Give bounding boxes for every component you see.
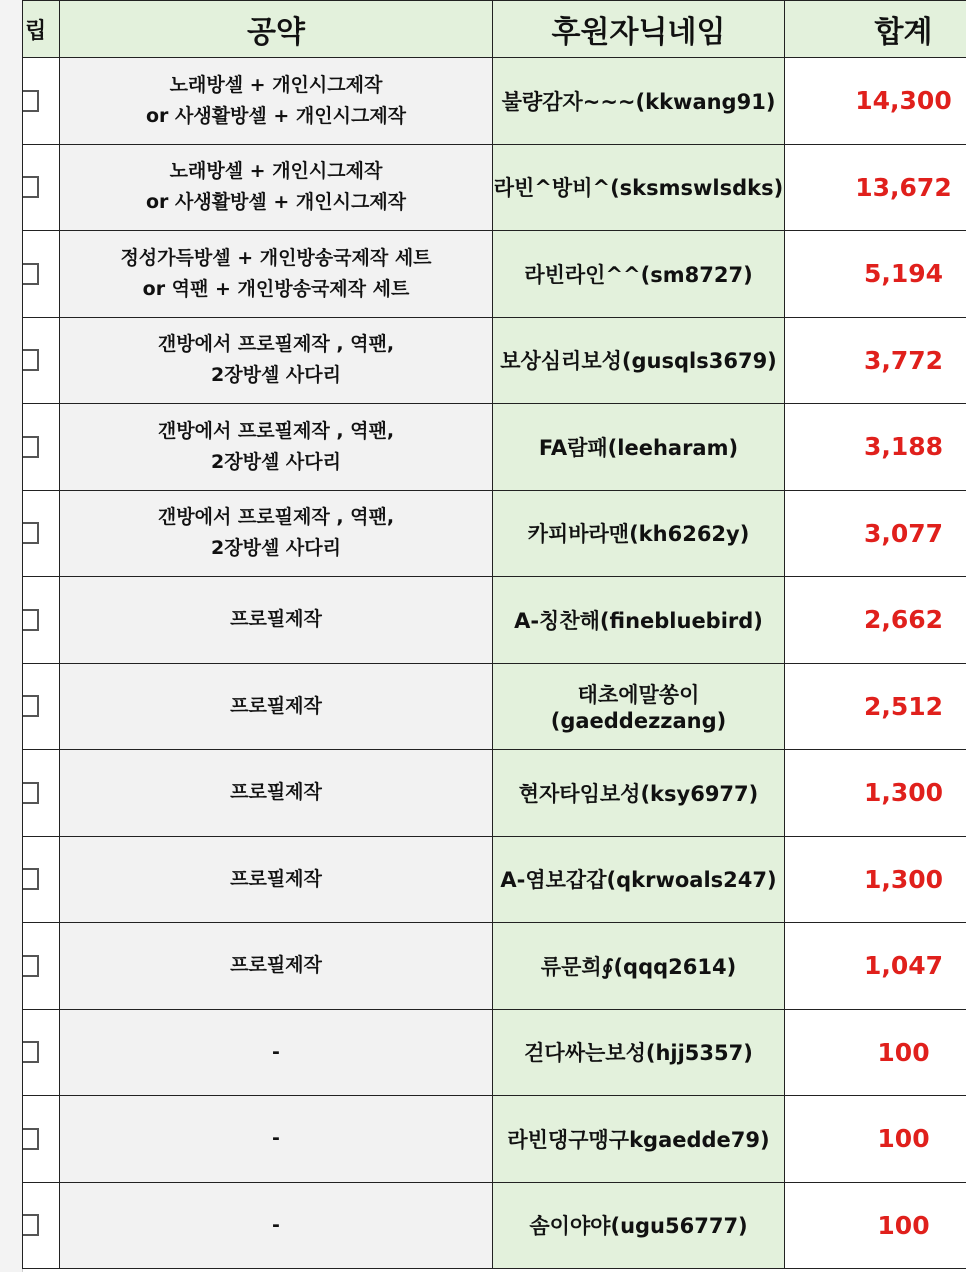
- checkbox[interactable]: [23, 1041, 39, 1063]
- row-checkbox-cell[interactable]: [23, 836, 60, 923]
- total-cell[interactable]: 100: [785, 1096, 966, 1183]
- table-row: [23, 317, 966, 404]
- pledge-text: 갠방에서 프로필제작 , 역팬,: [157, 333, 395, 356]
- total-cell[interactable]: 2,512: [785, 663, 966, 750]
- donor-nickname-cell[interactable]: A-염보갑갑(qkrwoals247): [493, 836, 785, 923]
- checkbox[interactable]: [23, 1214, 39, 1236]
- header-row: [23, 1, 966, 58]
- row-checkbox-cell[interactable]: [23, 404, 60, 491]
- total-cell[interactable]: 1,047: [785, 923, 966, 1010]
- table-row: [23, 1182, 966, 1269]
- donor-nickname-cell[interactable]: 불량감자~~~(kkwang91): [493, 58, 785, 145]
- donation-table: [22, 0, 966, 1269]
- table-row: [23, 490, 966, 577]
- pledge-text: 프로필제작: [230, 781, 322, 804]
- row-checkbox-cell[interactable]: [23, 231, 60, 318]
- pledge-cell[interactable]: [60, 1009, 493, 1096]
- pledge-text: 갠방에서 프로필제작 , 역팬,: [157, 506, 395, 529]
- total-cell[interactable]: 3,772: [785, 317, 966, 404]
- donor-nickname-cell[interactable]: 걷다싸는보성(hjj5357): [493, 1009, 785, 1096]
- donor-nickname-cell[interactable]: 솜이야야(ugu56777): [493, 1182, 785, 1269]
- table-row: [23, 836, 966, 923]
- pledge-cell[interactable]: [60, 144, 493, 231]
- total-cell[interactable]: 3,188: [785, 404, 966, 491]
- donor-nickname-cell[interactable]: 현자타임보성(ksy6977): [493, 750, 785, 837]
- table-row: [23, 577, 966, 664]
- checkbox[interactable]: [23, 695, 39, 717]
- checkbox[interactable]: [23, 176, 39, 198]
- total-cell[interactable]: 14,300: [785, 58, 966, 145]
- table-row: [23, 750, 966, 837]
- pledge-cell[interactable]: [60, 58, 493, 145]
- pledge-text: 프로필제작: [230, 694, 322, 717]
- donor-nickname-cell[interactable]: 카피바라맨(kh6262y): [493, 490, 785, 577]
- checkbox[interactable]: [23, 263, 39, 285]
- total-cell[interactable]: 3,077: [785, 490, 966, 577]
- checkbox[interactable]: [23, 609, 39, 631]
- row-gutter[interactable]: [0, 0, 23, 1272]
- pledge-text: 프로필제작: [230, 954, 322, 977]
- pledge-cell[interactable]: [60, 836, 493, 923]
- table-row: [23, 1009, 966, 1096]
- total-cell[interactable]: 2,662: [785, 577, 966, 664]
- row-checkbox-cell[interactable]: [23, 1009, 60, 1096]
- donor-nickname-cell[interactable]: 라빈라인^^(sm8727): [493, 231, 785, 318]
- donor-nickname-cell[interactable]: 류문희∮(qqq2614): [493, 923, 785, 1010]
- checkbox[interactable]: [23, 522, 39, 544]
- table-row: [23, 144, 966, 231]
- donor-nickname-cell[interactable]: FA람패(leeharam): [493, 404, 785, 491]
- row-checkbox-cell[interactable]: [23, 923, 60, 1010]
- pledge-text: 2장방셀 사다리: [211, 537, 341, 560]
- pledge-text: 노래방셀 + 개인시그제작: [169, 73, 383, 96]
- pledge-text: 프로필제작: [230, 608, 322, 631]
- total-cell[interactable]: 5,194: [785, 231, 966, 318]
- pledge-text: or 사생활방셀 + 개인시그제작: [145, 191, 407, 214]
- pledge-text: 2장방셀 사다리: [211, 364, 341, 387]
- pledge-text: 프로필제작: [230, 867, 322, 890]
- pledge-cell[interactable]: [60, 404, 493, 491]
- checkbox[interactable]: [23, 90, 39, 112]
- total-cell[interactable]: 100: [785, 1182, 966, 1269]
- checkbox[interactable]: [23, 349, 39, 371]
- row-checkbox-cell[interactable]: [23, 490, 60, 577]
- pledge-text: 정성가득방셀 + 개인방송국제작 세트: [120, 246, 432, 269]
- pledge-text: -: [272, 1127, 280, 1150]
- checkbox[interactable]: [23, 955, 39, 977]
- checkbox[interactable]: [23, 436, 39, 458]
- pledge-cell[interactable]: [60, 923, 493, 1010]
- row-checkbox-cell[interactable]: [23, 577, 60, 664]
- pledge-cell[interactable]: [60, 317, 493, 404]
- donor-nickname-cell[interactable]: 보상심리보성(gusqls3679): [493, 317, 785, 404]
- pledge-text: 2장방셀 사다리: [211, 450, 341, 473]
- pledge-text: or 역팬 + 개인방송국제작 세트: [142, 277, 410, 300]
- pledge-cell[interactable]: [60, 577, 493, 664]
- header-donor-nickname[interactable]: 후원자닉네임: [493, 1, 785, 58]
- header-total[interactable]: 합계: [785, 1, 966, 58]
- pledge-text: 노래방셀 + 개인시그제작: [169, 160, 383, 183]
- row-checkbox-cell[interactable]: [23, 1096, 60, 1183]
- donor-nickname-cell[interactable]: A-칭찬해(finebluebird): [493, 577, 785, 664]
- table-row: [23, 404, 966, 491]
- checkbox[interactable]: [23, 868, 39, 890]
- row-checkbox-cell[interactable]: [23, 144, 60, 231]
- checkbox[interactable]: [23, 782, 39, 804]
- pledge-cell[interactable]: [60, 1182, 493, 1269]
- table-row: [23, 663, 966, 750]
- table-row: [23, 58, 966, 145]
- donor-nickname-cell[interactable]: 태초에말쏭이(gaeddezzang): [493, 663, 785, 750]
- pledge-text: 갠방에서 프로필제작 , 역팬,: [157, 419, 395, 442]
- table-row: [23, 1096, 966, 1183]
- checkbox[interactable]: [23, 1128, 39, 1150]
- total-cell[interactable]: 1,300: [785, 750, 966, 837]
- row-checkbox-cell[interactable]: [23, 663, 60, 750]
- table-row: [23, 231, 966, 318]
- pledge-text: -: [272, 1213, 280, 1236]
- header-checkbox-col[interactable]: 립: [23, 1, 60, 58]
- pledge-cell[interactable]: [60, 490, 493, 577]
- pledge-text: or 사생활방셀 + 개인시그제작: [145, 104, 407, 127]
- header-pledge[interactable]: 공약: [60, 1, 493, 58]
- pledge-cell[interactable]: [60, 663, 493, 750]
- pledge-text: -: [272, 1040, 280, 1063]
- table-row: [23, 923, 966, 1010]
- row-checkbox-cell[interactable]: [23, 58, 60, 145]
- row-checkbox-cell[interactable]: [23, 1182, 60, 1269]
- total-cell[interactable]: 1,300: [785, 836, 966, 923]
- row-checkbox-cell[interactable]: [23, 750, 60, 837]
- row-checkbox-cell[interactable]: [23, 317, 60, 404]
- total-cell[interactable]: 100: [785, 1009, 966, 1096]
- donor-nickname-cell[interactable]: 라빈댕구맹구kgaedde79): [493, 1096, 785, 1183]
- pledge-cell[interactable]: [60, 231, 493, 318]
- pledge-cell[interactable]: [60, 750, 493, 837]
- donor-nickname-cell[interactable]: 라빈^방비^(sksmswlsdks): [493, 144, 785, 231]
- total-cell[interactable]: 13,672: [785, 144, 966, 231]
- pledge-cell[interactable]: [60, 1096, 493, 1183]
